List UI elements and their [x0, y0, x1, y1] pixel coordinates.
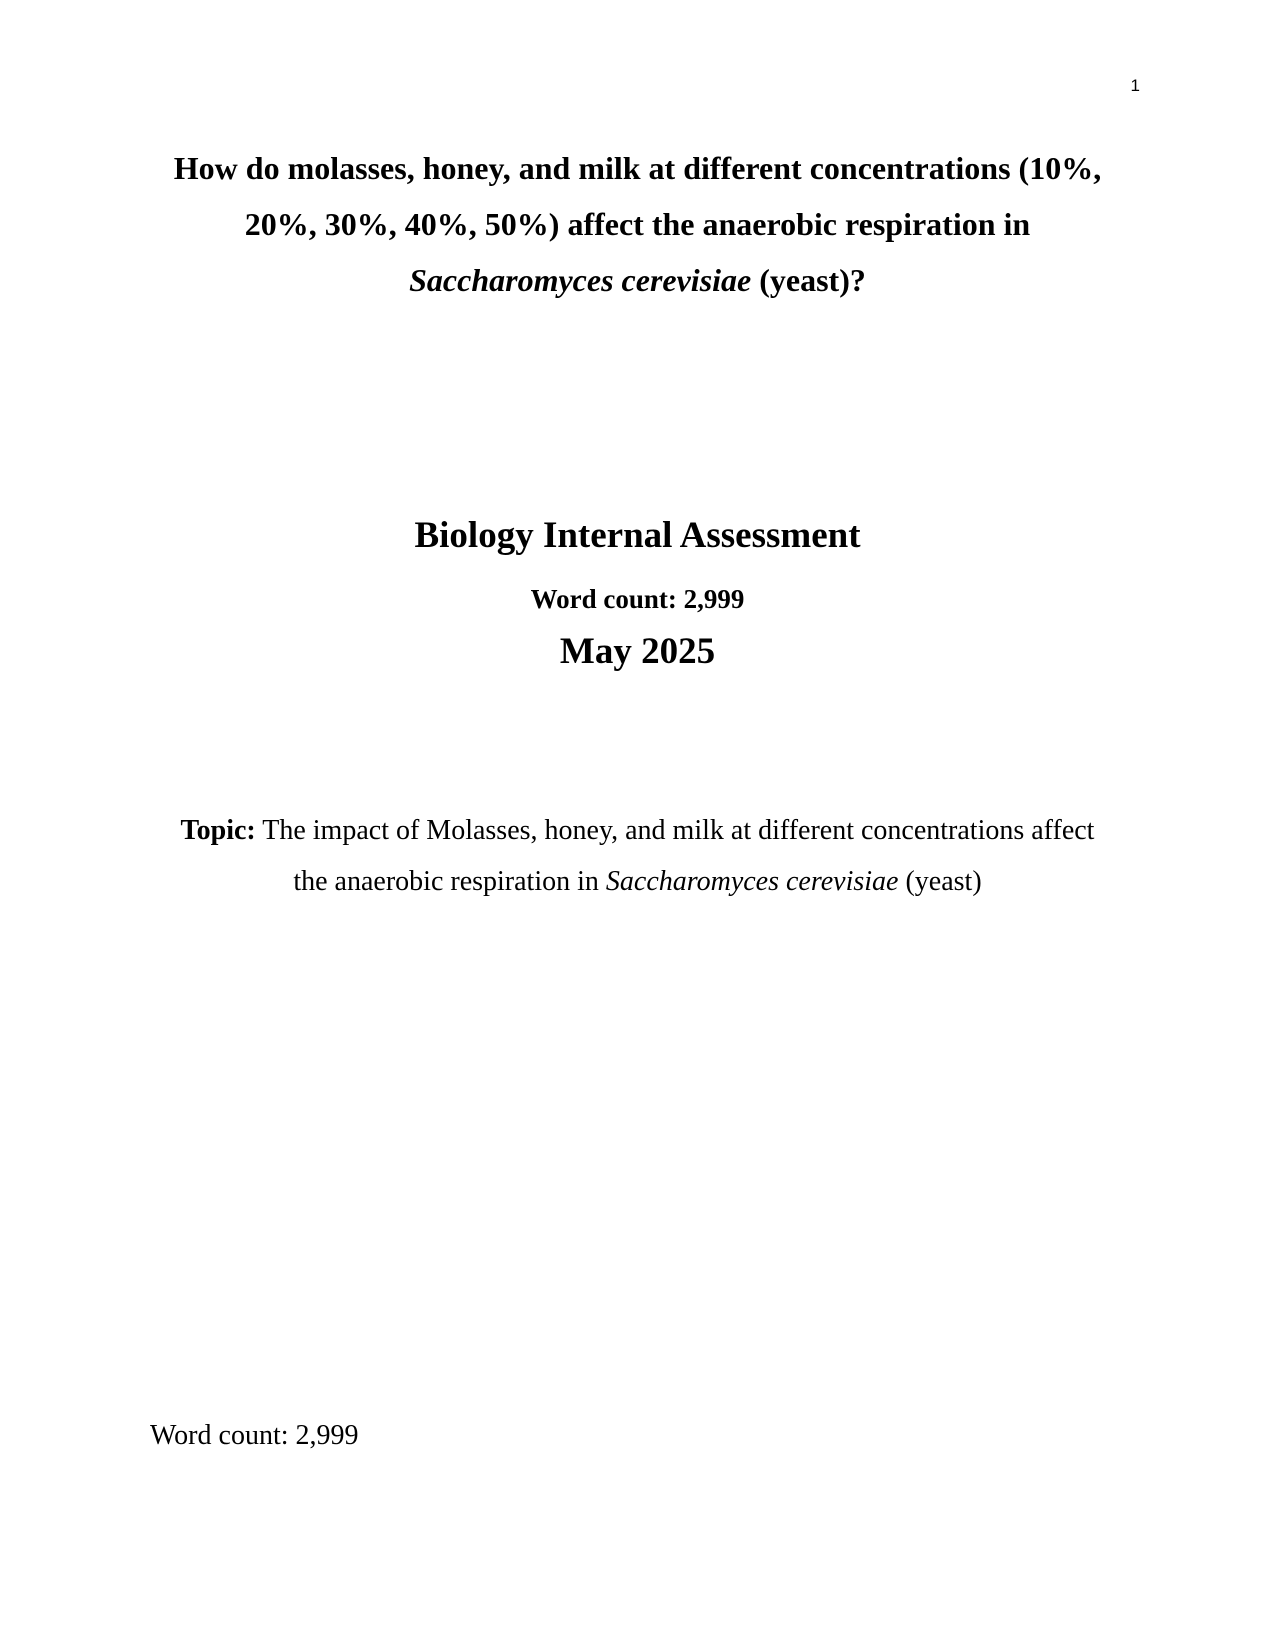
topic-statement — [110, 805, 1165, 907]
research-question-line-1: How do molasses, honey, and milk at different concentrations (10%, — [173, 150, 1102, 186]
research-question-line-3-rest: (yeast)? — [751, 262, 866, 298]
page-number: 1 — [1130, 76, 1140, 95]
word-count-footer: Word count: 2,999 — [150, 1420, 359, 1451]
topic-line-1-text: The impact of Molasses, honey, and milk at different concentrations affect — [255, 815, 1095, 846]
topic-line-2 — [110, 856, 1165, 907]
topic-line-2-prefix: the anaerobic respiration in — [293, 866, 606, 897]
topic-species-name: Saccharomyces cerevisiae — [605, 866, 899, 897]
species-name: Saccharomyces cerevisiae — [409, 262, 752, 298]
topic-label: Topic: — [180, 815, 256, 846]
research-question-line-2: 20%, 30%, 40%, 50%) affect the anaerobic respiration in — [244, 206, 1031, 242]
research-question-line-3 — [110, 252, 1165, 308]
topic-line-2-suffix: (yeast) — [898, 866, 982, 897]
session-date: May 2025 — [559, 631, 716, 672]
word-count-heading: Word count: 2,999 — [530, 584, 745, 614]
research-question — [110, 140, 1165, 308]
topic-line-1 — [110, 805, 1165, 856]
page-title: Biology Internal Assessment — [414, 515, 861, 556]
